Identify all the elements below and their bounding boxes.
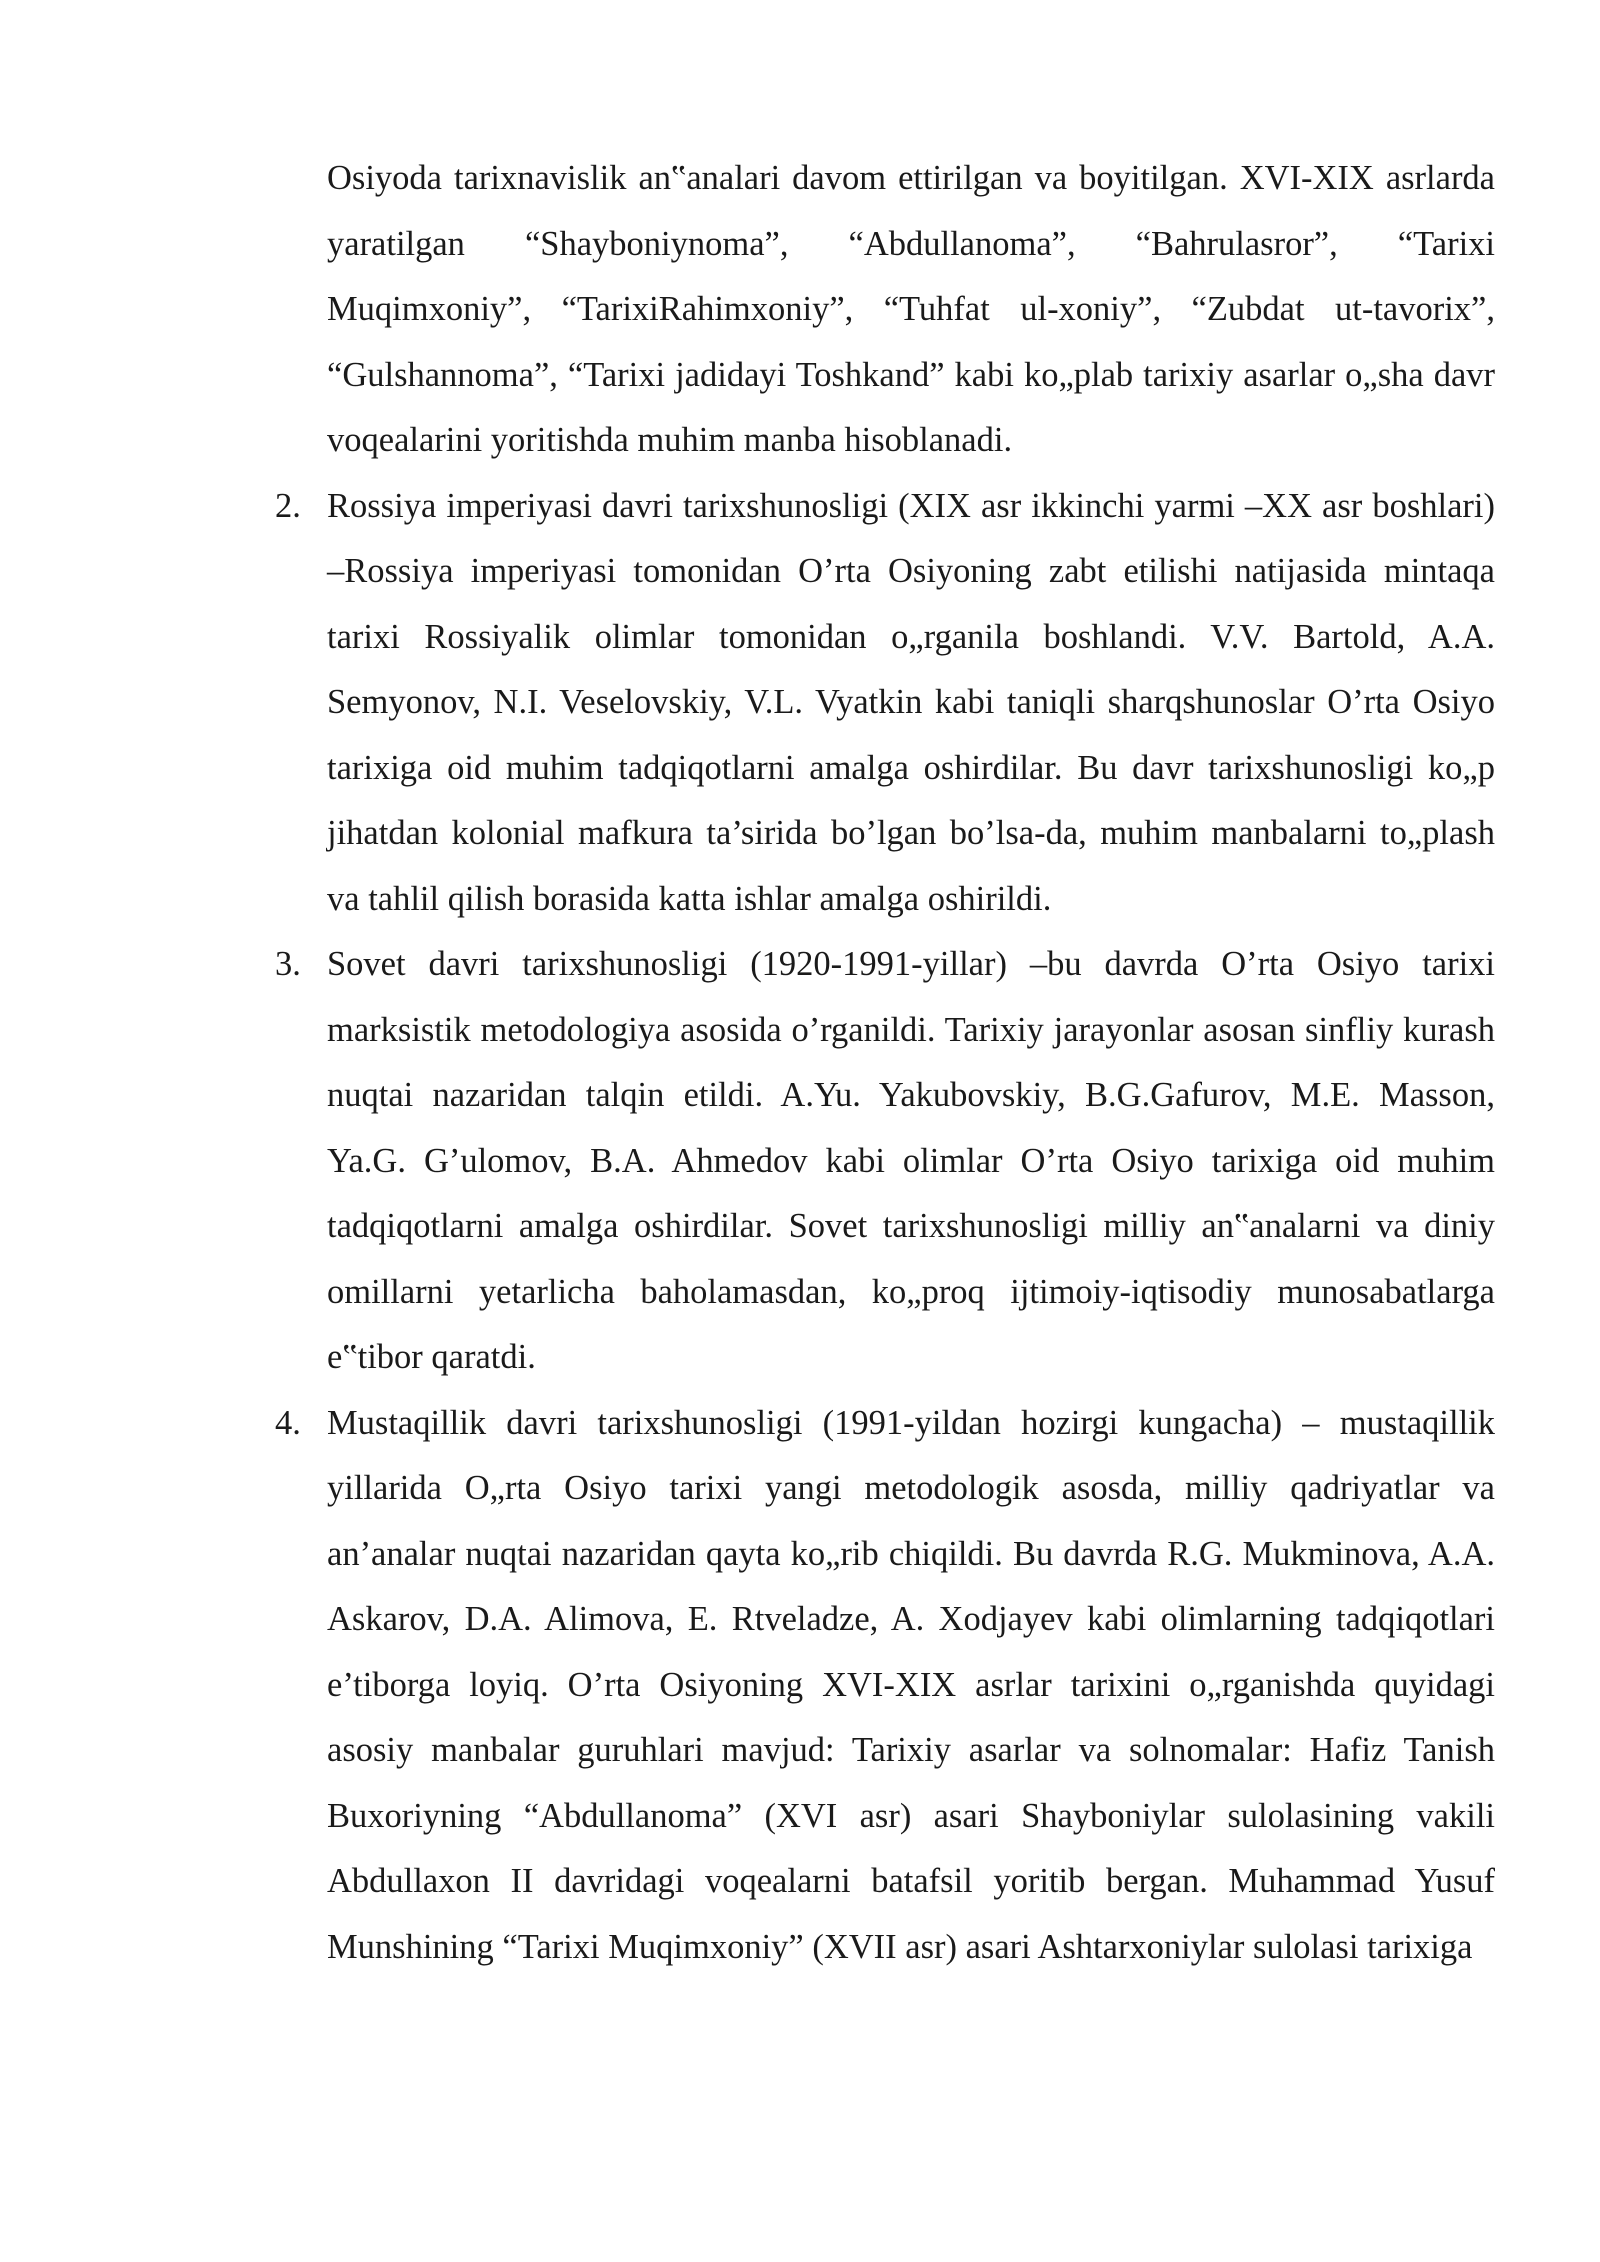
list-item-number: 2. [275,486,301,525]
document-body [275,146,1495,1980]
list-item-number: 4. [275,1403,301,1442]
list-item-text: Rossiya imperiyasi davri tarixshunosligi (XIX asr ikkinchi yarmi –XX asr boshlari) –Rossiya imperiyasi tomonidan O’rta Osiyoning zabt etilishi natijasida mintaqa tarixi Rossiyalik olimlar tomonidan o„rganila boshlandi. V.V. Bartold, A.A. Semyonov, N.I. Veselovskiy, V.L. Vyatkin kabi taniqli sharqshunoslar O’rta Osiyo tarixiga oid muhim tadqiqotlarni amalga oshirdilar. Bu davr tarixshunosligi ko„p jihatdan kolonial mafkura ta’sirida bo’lgan bo’lsa-da, muhim manbalarni to„plash va tahlil qilish borasida katta ishlar amalga oshirildi. [327,486,1495,918]
list-item [275,474,1495,933]
list-item [275,932,1495,1391]
list-item-text: Mustaqillik davri tarixshunosligi (1991-yildan hozirgi kungacha) – mustaqillik yillarida O„rta Osiyo tarixi yangi metodologik asosda, milliy qadriyatlar va an’analar nuqtai nazaridan qayta ko„rib chiqildi. Bu davrda R.G. Mukminova, A.A. Askarov, D.A. Alimova, E. Rtveladze, A. Xodjayev kabi olimlarning tadqiqotlari e’tiborga loyiq. O’rta Osiyoning XVI-XIX asrlar tarixini o„rganishda quyidagi asosiy manbalar guruhlari mavjud: Tarixiy asarlar va solnomalar: Hafiz Tanish Buxoriyning “Abdullanoma” (XVI asr) asari Shayboniylar sulolasining vakili Abdullaxon II davridagi voqealarni batafsil yoritib bergan. Muhammad Yusuf Munshining “Tarixi Muqimxoniy” (XVII asr) asari Ashtarxoniylar sulolasi tarixiga [327,1403,1495,1966]
list-item-text: Sovet davri tarixshunosligi (1920-1991-yillar) –bu davrda O’rta Osiyo tarixi marksistik metodologiya asosida o’rganildi. Tarixiy jarayonlar asosan sinfliy kurash nuqtai nazaridan talqin etildi. A.Yu. Yakubovskiy, B.G.Gafurov, M.E. Masson, Ya.G. G’ulomov, B.A. Ahmedov kabi olimlar O’rta Osiyo tarixiga oid muhim tadqiqotlarni amalga oshirdilar. Sovet tarixshunosligi milliy an‟analarni va diniy omillarni yetarlicha baholamasdan, ko„proq ijtimoiy-iqtisodiy munosabatlarga e‟tibor qaratdi. [327,945,1495,1376]
list-item [275,1391,1495,1981]
intro-paragraph: Osiyoda tarixnavislik an‟analari davom ettirilgan va boyitilgan. XVI-XIX asrlarda yaratilgan “Shayboniynoma”, “Abdullanoma”, “Bahrulasror”, “Tarixi Muqimxoniy”, “TarixiRahimxoniy”, “Tuhfat ul-xoniy”, “Zubdat ut-tavorix”, “Gulshannoma”, “Tarixi jadidayi Toshkand” kabi ko„plab tarixiy asarlar o„sha davr voqealarini yoritishda muhim manba hisoblanadi. [327,159,1495,459]
list-item-number: 3. [275,945,301,983]
